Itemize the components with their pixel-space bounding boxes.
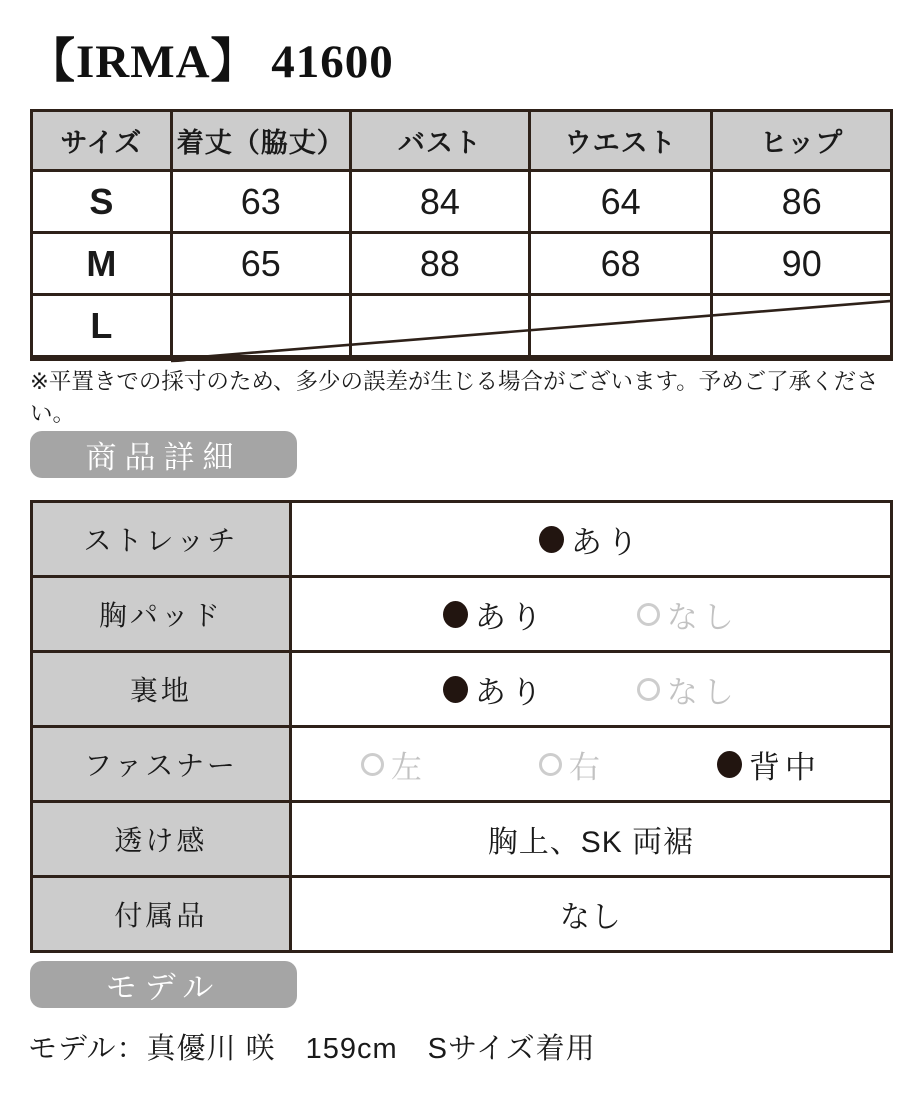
radio-filled-icon	[717, 751, 742, 778]
detail-label: 胸パッド	[33, 578, 292, 650]
option-label: あり	[570, 524, 643, 560]
measurement-note: ※平置きでの採寸のため、多少の誤差が生じる場合がございます。予めご了承ください。	[30, 369, 879, 426]
detail-value: 胸上、SK 両裾	[487, 826, 695, 859]
detail-row-chest-pad	[33, 578, 890, 653]
detail-label: ファスナー	[33, 728, 292, 800]
option-label: 左	[390, 749, 427, 785]
detail-row-lining	[33, 653, 890, 728]
cell-bust	[352, 296, 531, 355]
size-label: M	[33, 234, 173, 293]
size-chart-table	[30, 109, 893, 361]
option-left	[361, 742, 427, 787]
cell-length	[173, 296, 352, 355]
option-label: あり	[474, 599, 547, 635]
col-header-hip: ヒップ	[760, 128, 844, 158]
detail-label: 透け感	[33, 803, 292, 875]
section-header-label: モデル	[105, 970, 222, 1005]
option-ari	[443, 667, 547, 712]
cell-hip: 86	[781, 180, 822, 222]
radio-filled-icon	[443, 676, 468, 703]
col-header-length: 着丈（脇丈）	[173, 112, 352, 169]
model-info: モデル：真優川 咲 159cm Sサイズ着用	[28, 1033, 596, 1065]
section-header-product-details	[30, 431, 297, 478]
radio-empty-icon	[637, 603, 660, 626]
radio-empty-icon	[361, 753, 384, 776]
detail-row-accessories	[33, 878, 890, 950]
size-label: L	[33, 296, 173, 355]
col-header-size: サイズ	[33, 112, 173, 169]
cell-hip	[713, 296, 890, 355]
section-header-model	[30, 961, 297, 1008]
cell-bust: 88	[352, 234, 531, 293]
section-header-label: 商品詳細	[85, 440, 242, 475]
option-label: 背中	[748, 749, 821, 785]
radio-filled-icon	[539, 526, 564, 553]
detail-label: 裏地	[33, 653, 292, 725]
size-chart-header-row	[33, 112, 890, 172]
size-row-l	[33, 296, 890, 358]
col-header-waist: ウエスト	[531, 112, 714, 169]
cell-length: 65	[173, 234, 352, 293]
option-nashi	[637, 667, 739, 712]
option-back	[717, 742, 821, 787]
option-ari	[443, 592, 547, 637]
radio-filled-icon	[443, 601, 468, 628]
option-right	[539, 742, 605, 787]
cell-hip: 90	[781, 242, 822, 284]
product-details-table	[30, 500, 893, 953]
detail-row-stretch	[33, 503, 890, 578]
option-label: あり	[474, 674, 547, 710]
cell-bust: 84	[352, 172, 531, 231]
page-title: 【IRMA】 41600	[28, 36, 394, 88]
size-label: S	[33, 172, 173, 231]
cell-waist	[531, 296, 714, 355]
option-label: なし	[666, 599, 739, 635]
detail-label: 付属品	[33, 878, 292, 950]
size-row-m	[33, 234, 890, 296]
cell-waist: 64	[531, 172, 714, 231]
detail-row-fastener	[33, 728, 890, 803]
size-row-s	[33, 172, 890, 234]
option-label: なし	[666, 674, 739, 710]
cell-waist: 68	[531, 234, 714, 293]
option-ari	[539, 517, 643, 562]
detail-label: ストレッチ	[33, 503, 292, 575]
detail-value: なし	[559, 901, 622, 934]
option-nashi	[637, 592, 739, 637]
radio-empty-icon	[539, 753, 562, 776]
detail-row-sheerness	[33, 803, 890, 878]
option-label: 右	[568, 749, 605, 785]
radio-empty-icon	[637, 678, 660, 701]
col-header-bust: バスト	[352, 112, 531, 169]
cell-length: 63	[173, 172, 352, 231]
